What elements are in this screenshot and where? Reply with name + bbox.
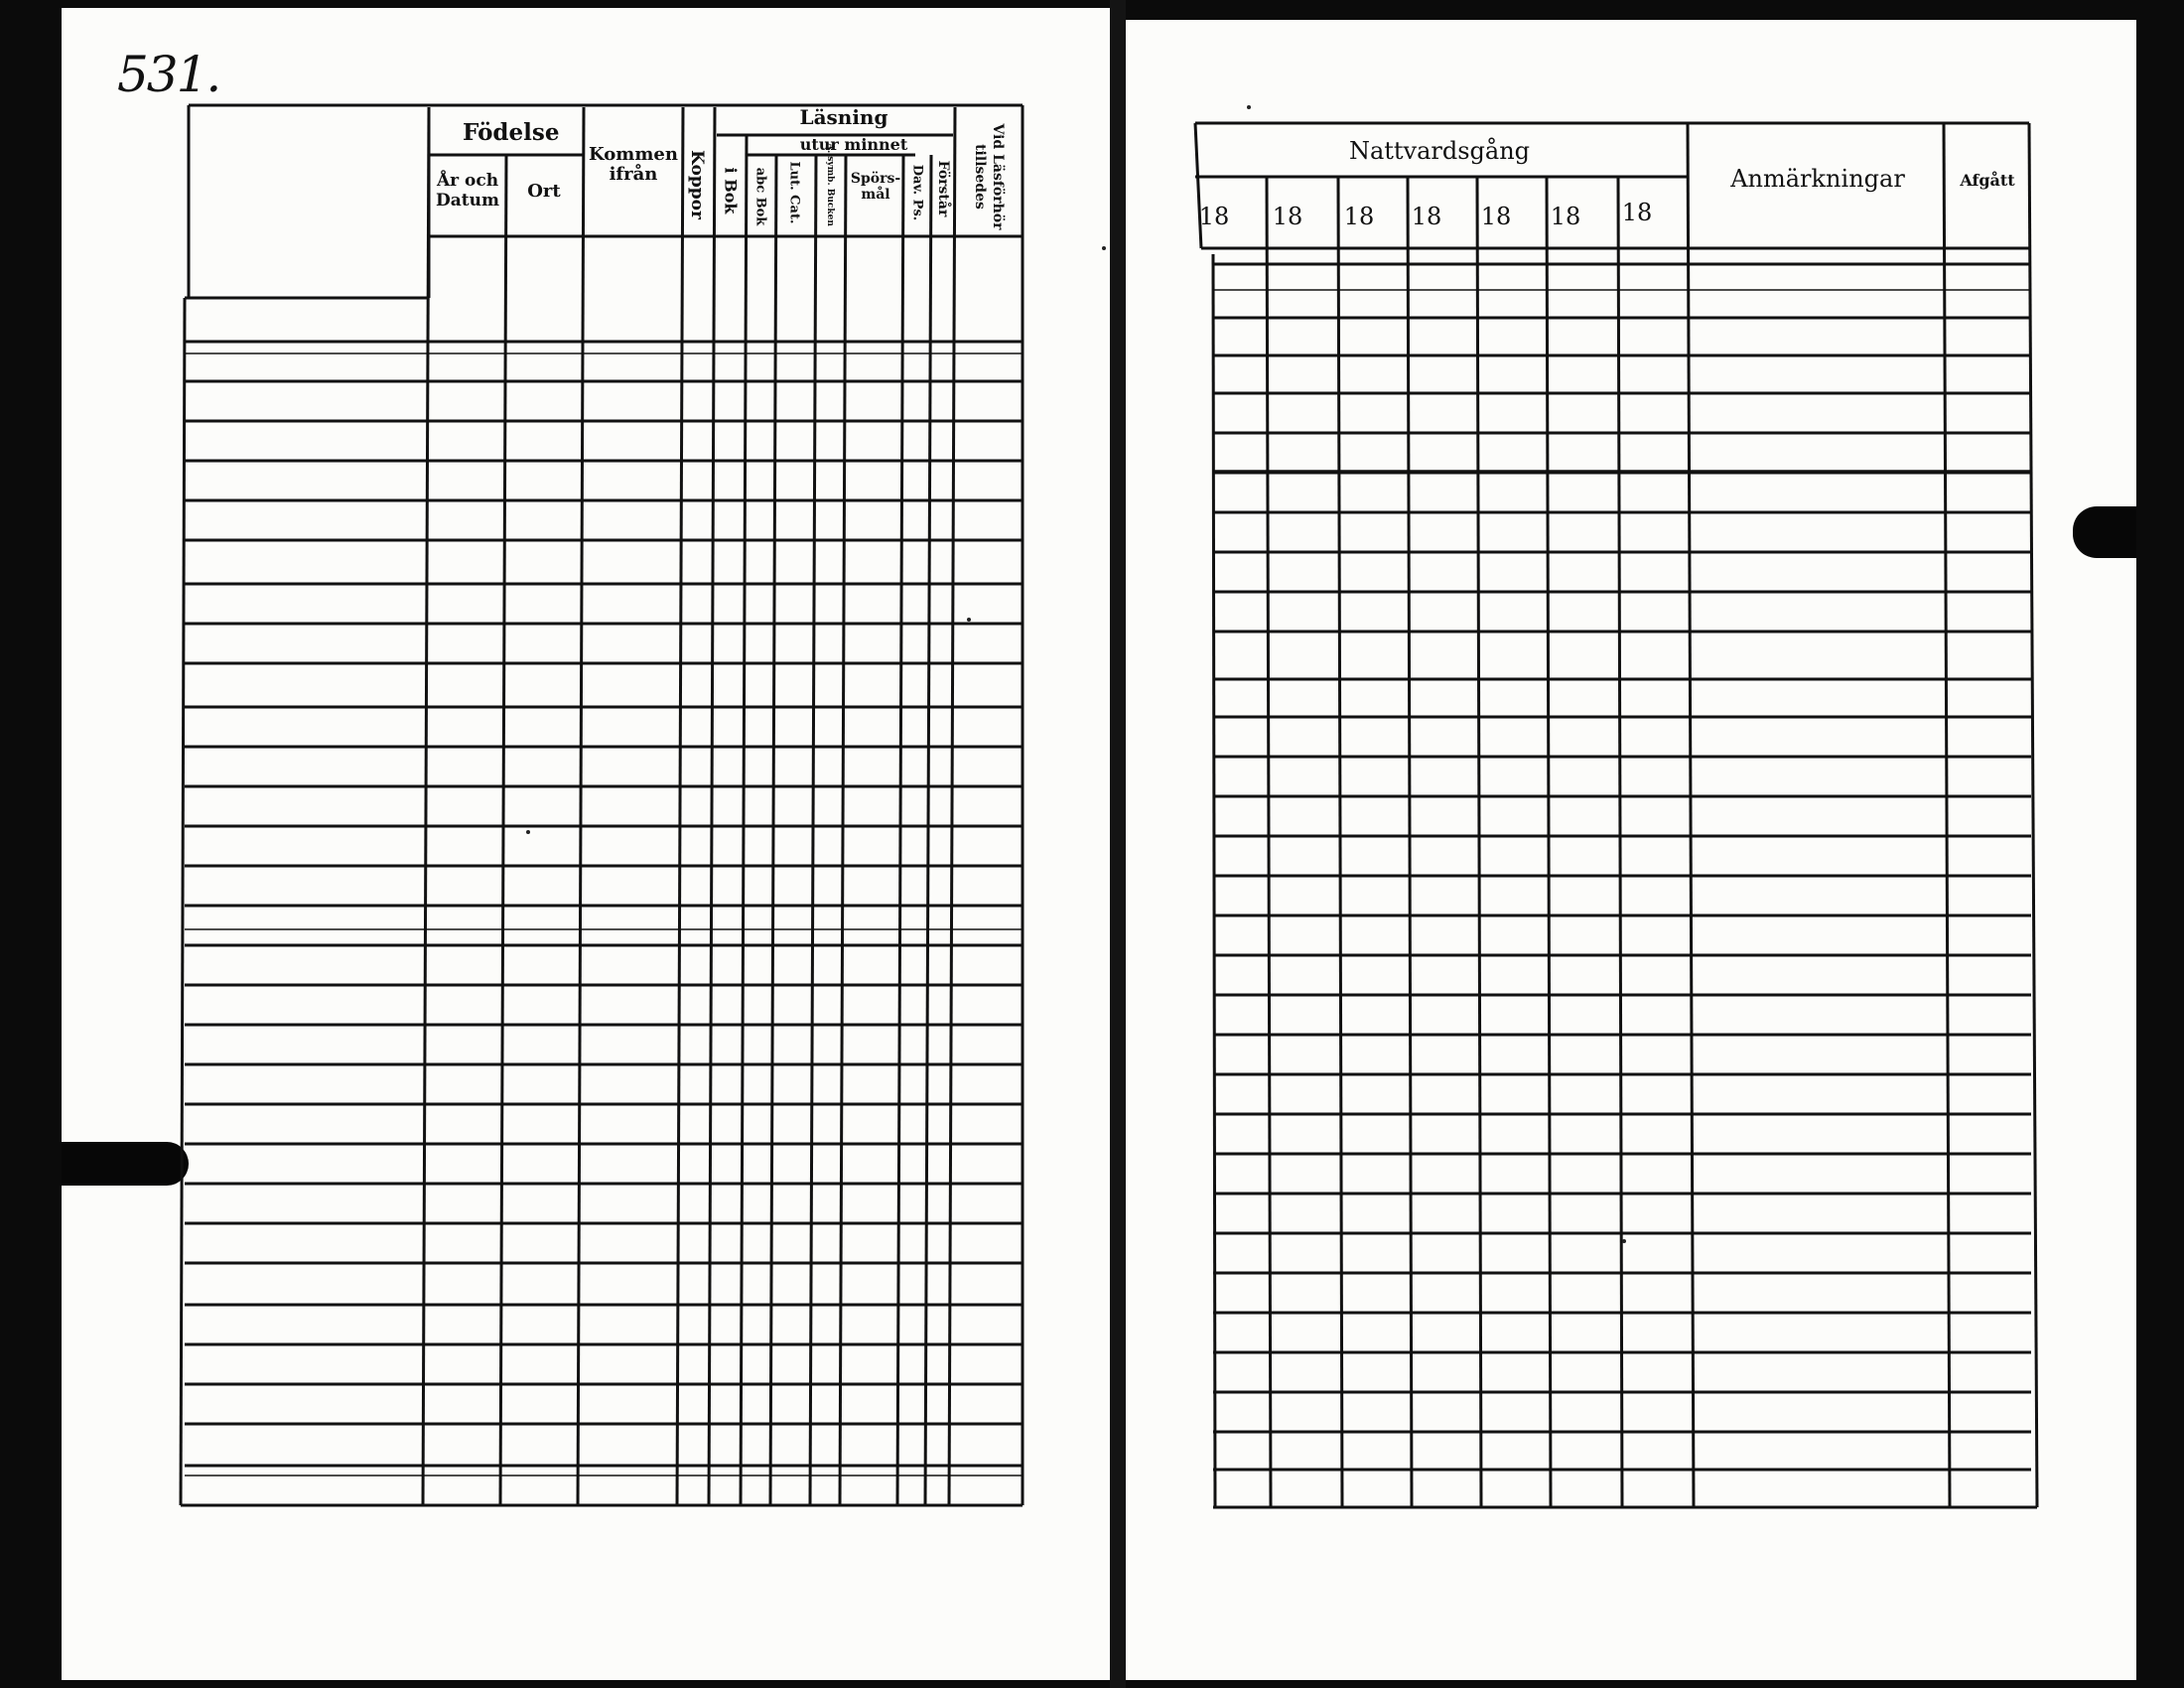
header-i-bok: i Bok [721, 167, 741, 214]
header-forstar: Förstår [935, 160, 951, 217]
scan-speck [967, 618, 971, 622]
year-prefix-1: 18 [1198, 203, 1230, 230]
header-a-symb: A. symb. Bucken [825, 143, 835, 226]
page-number: 531. [117, 46, 220, 103]
year-prefix-5: 18 [1480, 203, 1512, 230]
header-koppor: Koppor [687, 150, 707, 219]
scan-speck [1622, 1239, 1626, 1243]
scan-speck [1102, 246, 1106, 250]
year-prefix-4: 18 [1411, 203, 1442, 230]
header-fodelse: Födelse [463, 119, 560, 146]
year-prefix-6: 18 [1550, 203, 1581, 230]
year-prefix-7: 18 [1621, 199, 1653, 226]
scan-speck [526, 830, 530, 834]
year-prefix-3: 18 [1343, 203, 1375, 230]
header-utur-minnet: utur minnet [799, 135, 908, 154]
header-abc-bok: abc Bok [752, 167, 768, 226]
scan-speck [1247, 105, 1251, 109]
header-ort: Ort [527, 181, 561, 202]
header-lasning: Läsning [799, 105, 888, 129]
header-dav-ps: Dav. Ps. [909, 164, 925, 221]
header-sporsmal: Spörs-mål [850, 171, 901, 203]
header-kommen-ifran: Kommen ifrån [589, 144, 678, 185]
header-nattvardsgang: Nattvardsgång [1348, 137, 1531, 165]
header-vid-lasforhor: Vid Läsförhör tillsedes [972, 123, 1006, 230]
header-anmarkningar: Anmärkningar [1730, 165, 1905, 193]
header-afgatt: Afgått [1960, 171, 2015, 190]
year-prefix-2: 18 [1272, 203, 1303, 230]
header-ar-och-datum: År och Datum [436, 171, 499, 211]
header-lut-cat: Lut. Cat. [786, 161, 802, 224]
